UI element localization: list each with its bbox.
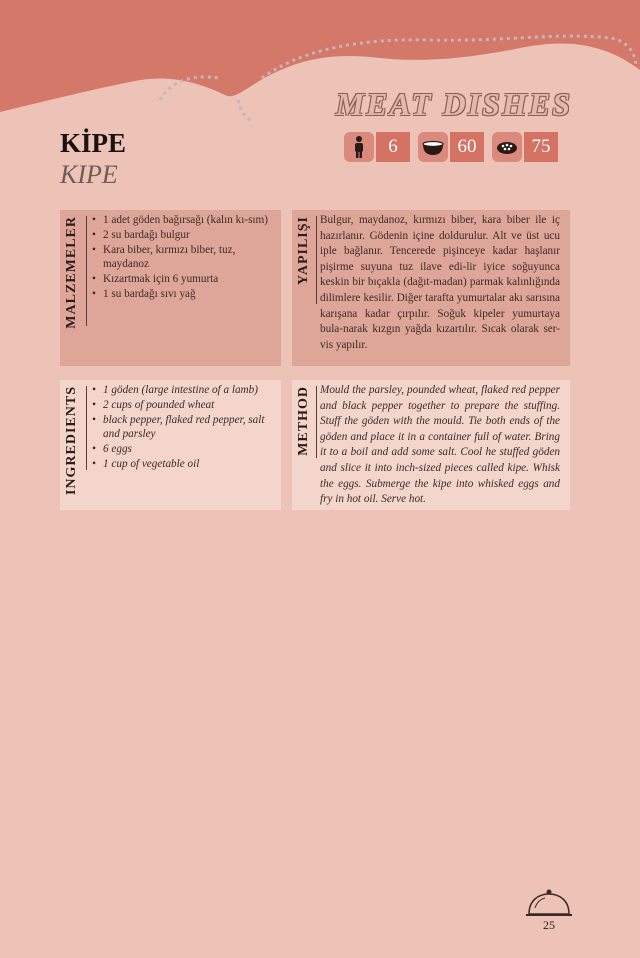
divider [316, 386, 317, 458]
section-title: MEAT DISHES [335, 86, 572, 122]
cook-time-value: 75 [524, 132, 558, 162]
list-item: • 2 su bardağı bulgur [92, 228, 273, 242]
list-item: • 2 cups of pounded wheat [92, 398, 273, 412]
servings-value: 6 [376, 132, 410, 162]
person-icon [344, 132, 374, 162]
english-method-text: Mould the parsley, pounded wheat, flaked red pepper and black pepper together to prepare the stuffing. Stuff the göden with the mould. Tie both ends of the göden and place it in a container full of water. Bring it to a boil and add some salt. Cool he stuffed göden and slice it into inch-sized pieces called kipe. Whisk the eggs. Submerge the kipe into whisked eggs and fry in hot oil. Serve hot. [320, 384, 560, 506]
list-item: • Kızartmak için 6 yumurta [92, 272, 273, 286]
recipe-stats [344, 132, 558, 162]
prep-time-stat [418, 132, 484, 162]
list-item: • 1 adet göden bağırsağı (kalın kı-sım) [92, 213, 273, 227]
divider [316, 216, 317, 304]
recipe-title-turkish: KİPE [60, 128, 127, 158]
turkish-method-box [292, 210, 570, 366]
divider [86, 216, 87, 326]
english-method-label: METHOD [296, 386, 311, 456]
list-item: • 1 göden (large intestine of a lamb) [92, 383, 273, 397]
list-item: • black pepper, flaked red pepper, salt and parsley [92, 413, 273, 441]
turkish-ingredients-list [92, 213, 273, 302]
list-item: • 1 su bardağı sıvı yağ [92, 287, 273, 301]
english-ingredients-list [92, 383, 273, 472]
divider [86, 386, 87, 470]
servings-stat [344, 132, 410, 162]
turkish-ingredients-label: MALZEMELER [64, 216, 79, 329]
cloche-icon [525, 886, 573, 920]
pan-icon [492, 132, 522, 162]
prep-time-value: 60 [450, 132, 484, 162]
turkish-method-text: Bulgur, maydanoz, kırmızı biber, kara biber ile iç hazırlanır. Gödenin içine doldurulur. Alt ve üst ucu iple bağlanır. Tencerede pişinceye kadar haşlanır pişirme suyuna tuz ilave edi-lir iyice soğuyunca keskin bir bıçakla (dağıt-madan) parmak kalınlığında dilimlere kesilir. Diğer tarafta yumurtalar akı sarısına karışana kadar çırpılır. Soğuk kipeler yumurtaya bula-narak kızgın yağda kızartılır. Sıcak olarak ser-vis yapılır. [320, 214, 560, 351]
english-ingredients-label: INGREDIENTS [64, 386, 79, 496]
pot-icon [418, 132, 448, 162]
english-ingredients-box [60, 380, 281, 510]
list-item: • 1 cup of vegetable oil [92, 457, 273, 471]
recipe-title-english: KIPE [60, 160, 118, 189]
turkish-ingredients-box [60, 210, 281, 366]
list-item: • 6 eggs [92, 442, 273, 456]
page-number: 25 [543, 918, 555, 932]
english-method-box [292, 380, 570, 510]
list-item: • Kara biber, kırmızı biber, tuz, maydanoz [92, 243, 273, 271]
cook-time-stat [492, 132, 558, 162]
turkish-method-label: YAPILIŞI [296, 216, 311, 285]
